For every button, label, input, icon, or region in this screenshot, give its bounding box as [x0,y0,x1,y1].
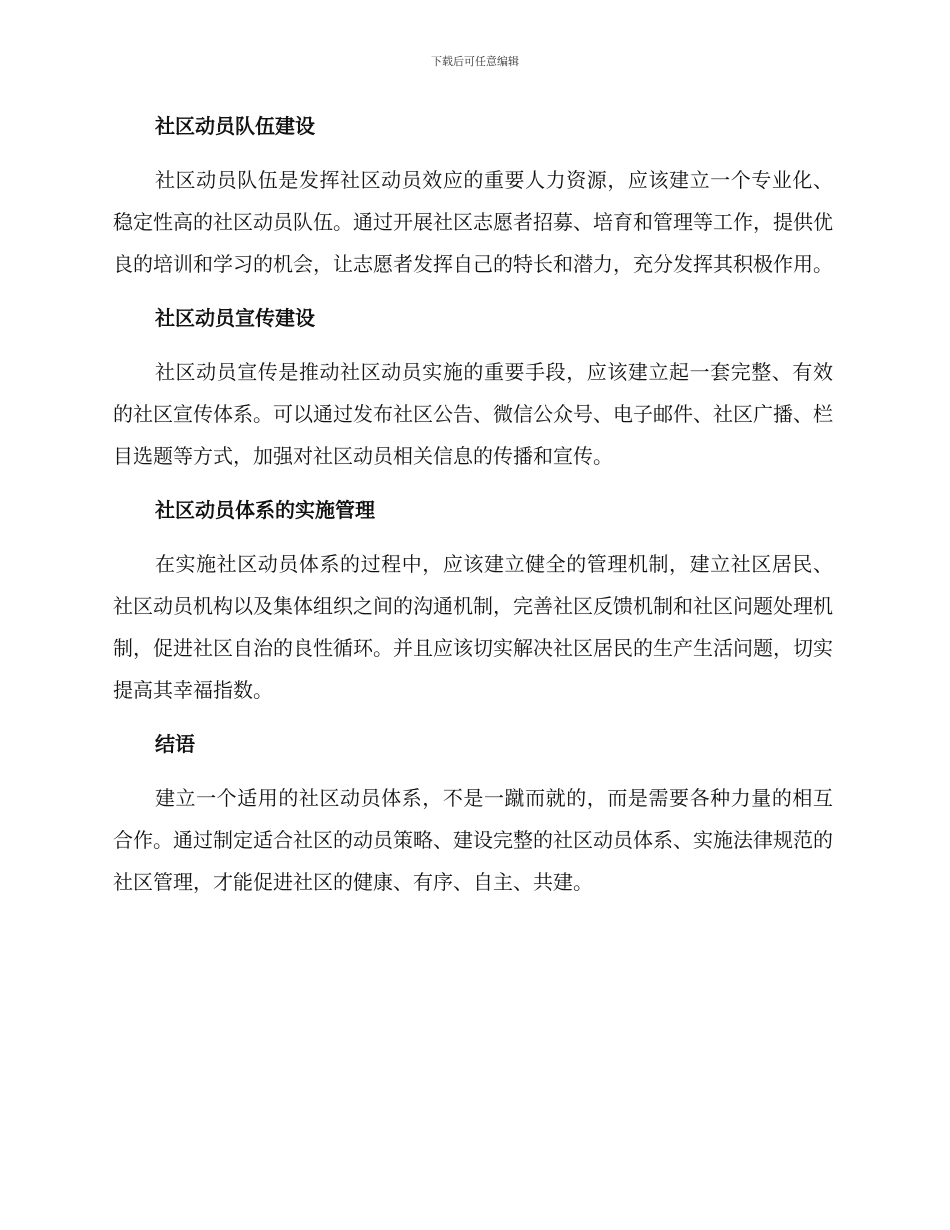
section-implementation-management [113,491,833,711]
section-publicity-building [113,299,833,477]
section-heading: 结语 [155,732,195,756]
section-paragraph: 社区动员宣传是推动社区动员实施的重要手段，应该建立起一套完整、有效的社区宣传体系。可以通过发布社区公告、微信公众号、电子邮件、社区广播、栏目选题等方式，加强对社区动员相关信息的传播和宣传。 [113,360,833,468]
section-heading: 社区动员体系的实施管理 [155,498,375,522]
section-heading: 社区动员宣传建设 [155,306,315,330]
section-paragraph: 社区动员队伍是发挥社区动员效应的重要人力资源，应该建立一个专业化、稳定性高的社区动员队伍。通过开展社区志愿者招募、培育和管理等工作，提供优良的培训和学习的机会，让志愿者发挥自己的特长和潜力，充分发挥其积极作用。 [113,168,833,276]
document-body [113,107,833,917]
section-paragraph: 建立一个适用的社区动员体系，不是一蹴而就的，而是需要各种力量的相互合作。通过制定适合社区的动员策略、建设完整的社区动员体系、实施法律规范的社区管理，才能促进社区的健康、有序、自主、共建。 [113,786,833,894]
page-header: 下载后可任意编辑 [431,55,519,68]
section-team-building [113,107,833,285]
section-paragraph: 在实施社区动员体系的过程中，应该建立健全的管理机制，建立社区居民、社区动员机构以及集体组织之间的沟通机制，完善社区反馈机制和社区问题处理机制，促进社区自治的良性循环。并且应该切实解决社区居民的生产生活问题，切实提高其幸福指数。 [113,552,833,702]
section-heading: 社区动员队伍建设 [155,114,315,138]
section-conclusion [113,725,833,903]
